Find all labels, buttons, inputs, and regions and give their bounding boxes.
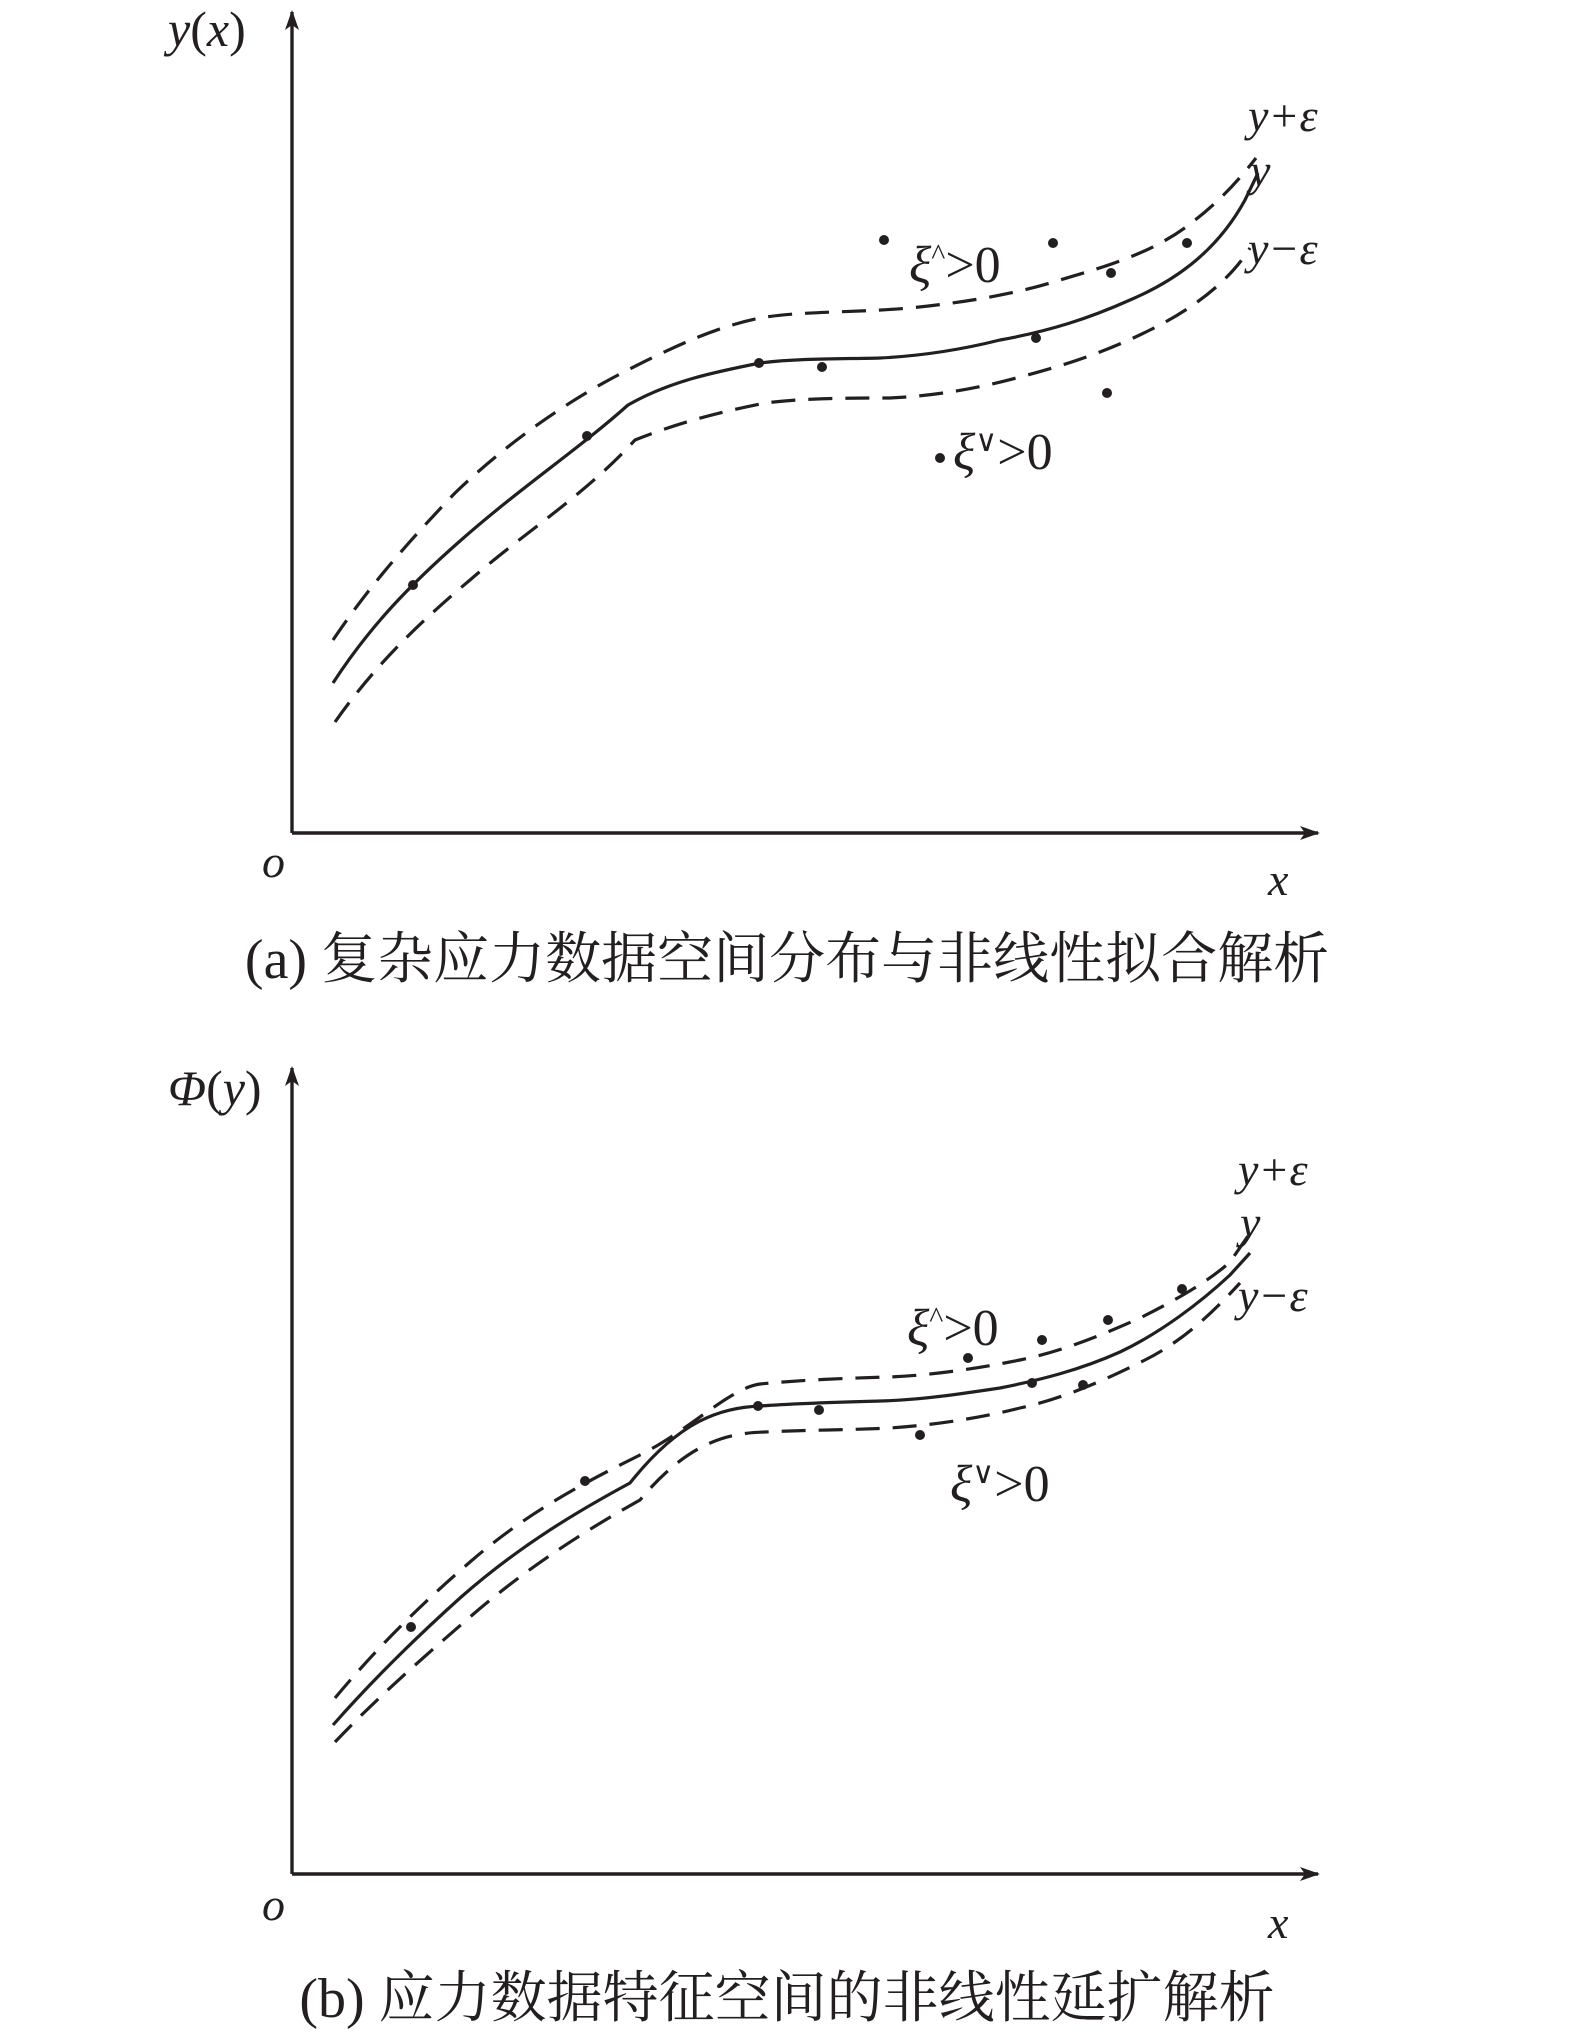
panel-a-data-point (1031, 333, 1041, 343)
panel-b-lower-epsilon-curve (335, 1283, 1240, 1742)
panel-a-data-point (879, 235, 889, 245)
panel-b-data-point (1037, 1335, 1047, 1345)
panel-b-data-point (1103, 1315, 1113, 1325)
panel-a-data-point (582, 431, 592, 441)
panel-a-data-point (1106, 268, 1116, 278)
panel-b-fit-curve (333, 1253, 1250, 1725)
panel-b-data-point (580, 1476, 590, 1486)
panel-a-upper-curve-label: y+ε (1248, 90, 1318, 141)
panel-b-caption: (b) 应力数据特征空间的非线性延扩解析 (299, 1968, 1275, 2030)
panel-a-lower-curve-label: y−ε (1248, 223, 1318, 274)
panel-a-data-point (817, 362, 827, 372)
panel-a-lower-epsilon-curve (335, 248, 1250, 722)
panel-a-fit-curve (333, 173, 1258, 683)
panel-b-data-point (1078, 1380, 1088, 1390)
panel-a-origin-label: o (262, 836, 285, 887)
panel-b-data-point (915, 1430, 925, 1440)
panel-b-data-point (753, 1401, 763, 1411)
panel-a-data-point (1048, 238, 1058, 248)
panel-b-xi-lower-label: ξ∨>0 (950, 1456, 1050, 1513)
panel-a-caption: (a) 复杂应力数据空间分布与非线性拟合解析 (244, 929, 1330, 991)
panel-b-xi-upper-label: ξ^>0 (907, 1300, 999, 1357)
panel-b-data-point (406, 1622, 416, 1632)
panel-b-upper-epsilon-curve (335, 1236, 1248, 1698)
panel-a-data-point (1182, 238, 1192, 248)
panel-a-data-point (408, 580, 418, 590)
panel-b-data-point (1027, 1378, 1037, 1388)
panel-b-y-axis-label: Φ(y) (168, 1060, 262, 1116)
panel-b-upper-curve-label: y+ε (1238, 1144, 1308, 1195)
panel-b-middle-curve-label: y (1240, 1197, 1261, 1248)
panel-a-y-axis-label: y(x) (168, 1, 246, 57)
panel-b-origin-label: o (262, 1879, 285, 1930)
panel-b-lower-curve-label: y−ε (1238, 1270, 1308, 1321)
panel-a-xi-lower-label: ξ∨>0 (953, 424, 1053, 481)
panel-a-data-point (754, 358, 764, 368)
panel-b-data-point (1177, 1284, 1187, 1294)
panel-b-data-point (814, 1405, 824, 1415)
panel-a-x-axis-label: x (1268, 854, 1289, 905)
panel-a (163, 1, 1329, 991)
panel-a-data-point (1102, 388, 1112, 398)
panel-a-data-point (935, 453, 945, 463)
panel-a-xi-upper-label: ξ^>0 (909, 237, 1001, 294)
panel-b (168, 1060, 1318, 2030)
panel-a-middle-curve-label: y (1250, 145, 1271, 196)
panel-b-x-axis-label: x (1268, 1897, 1289, 1948)
